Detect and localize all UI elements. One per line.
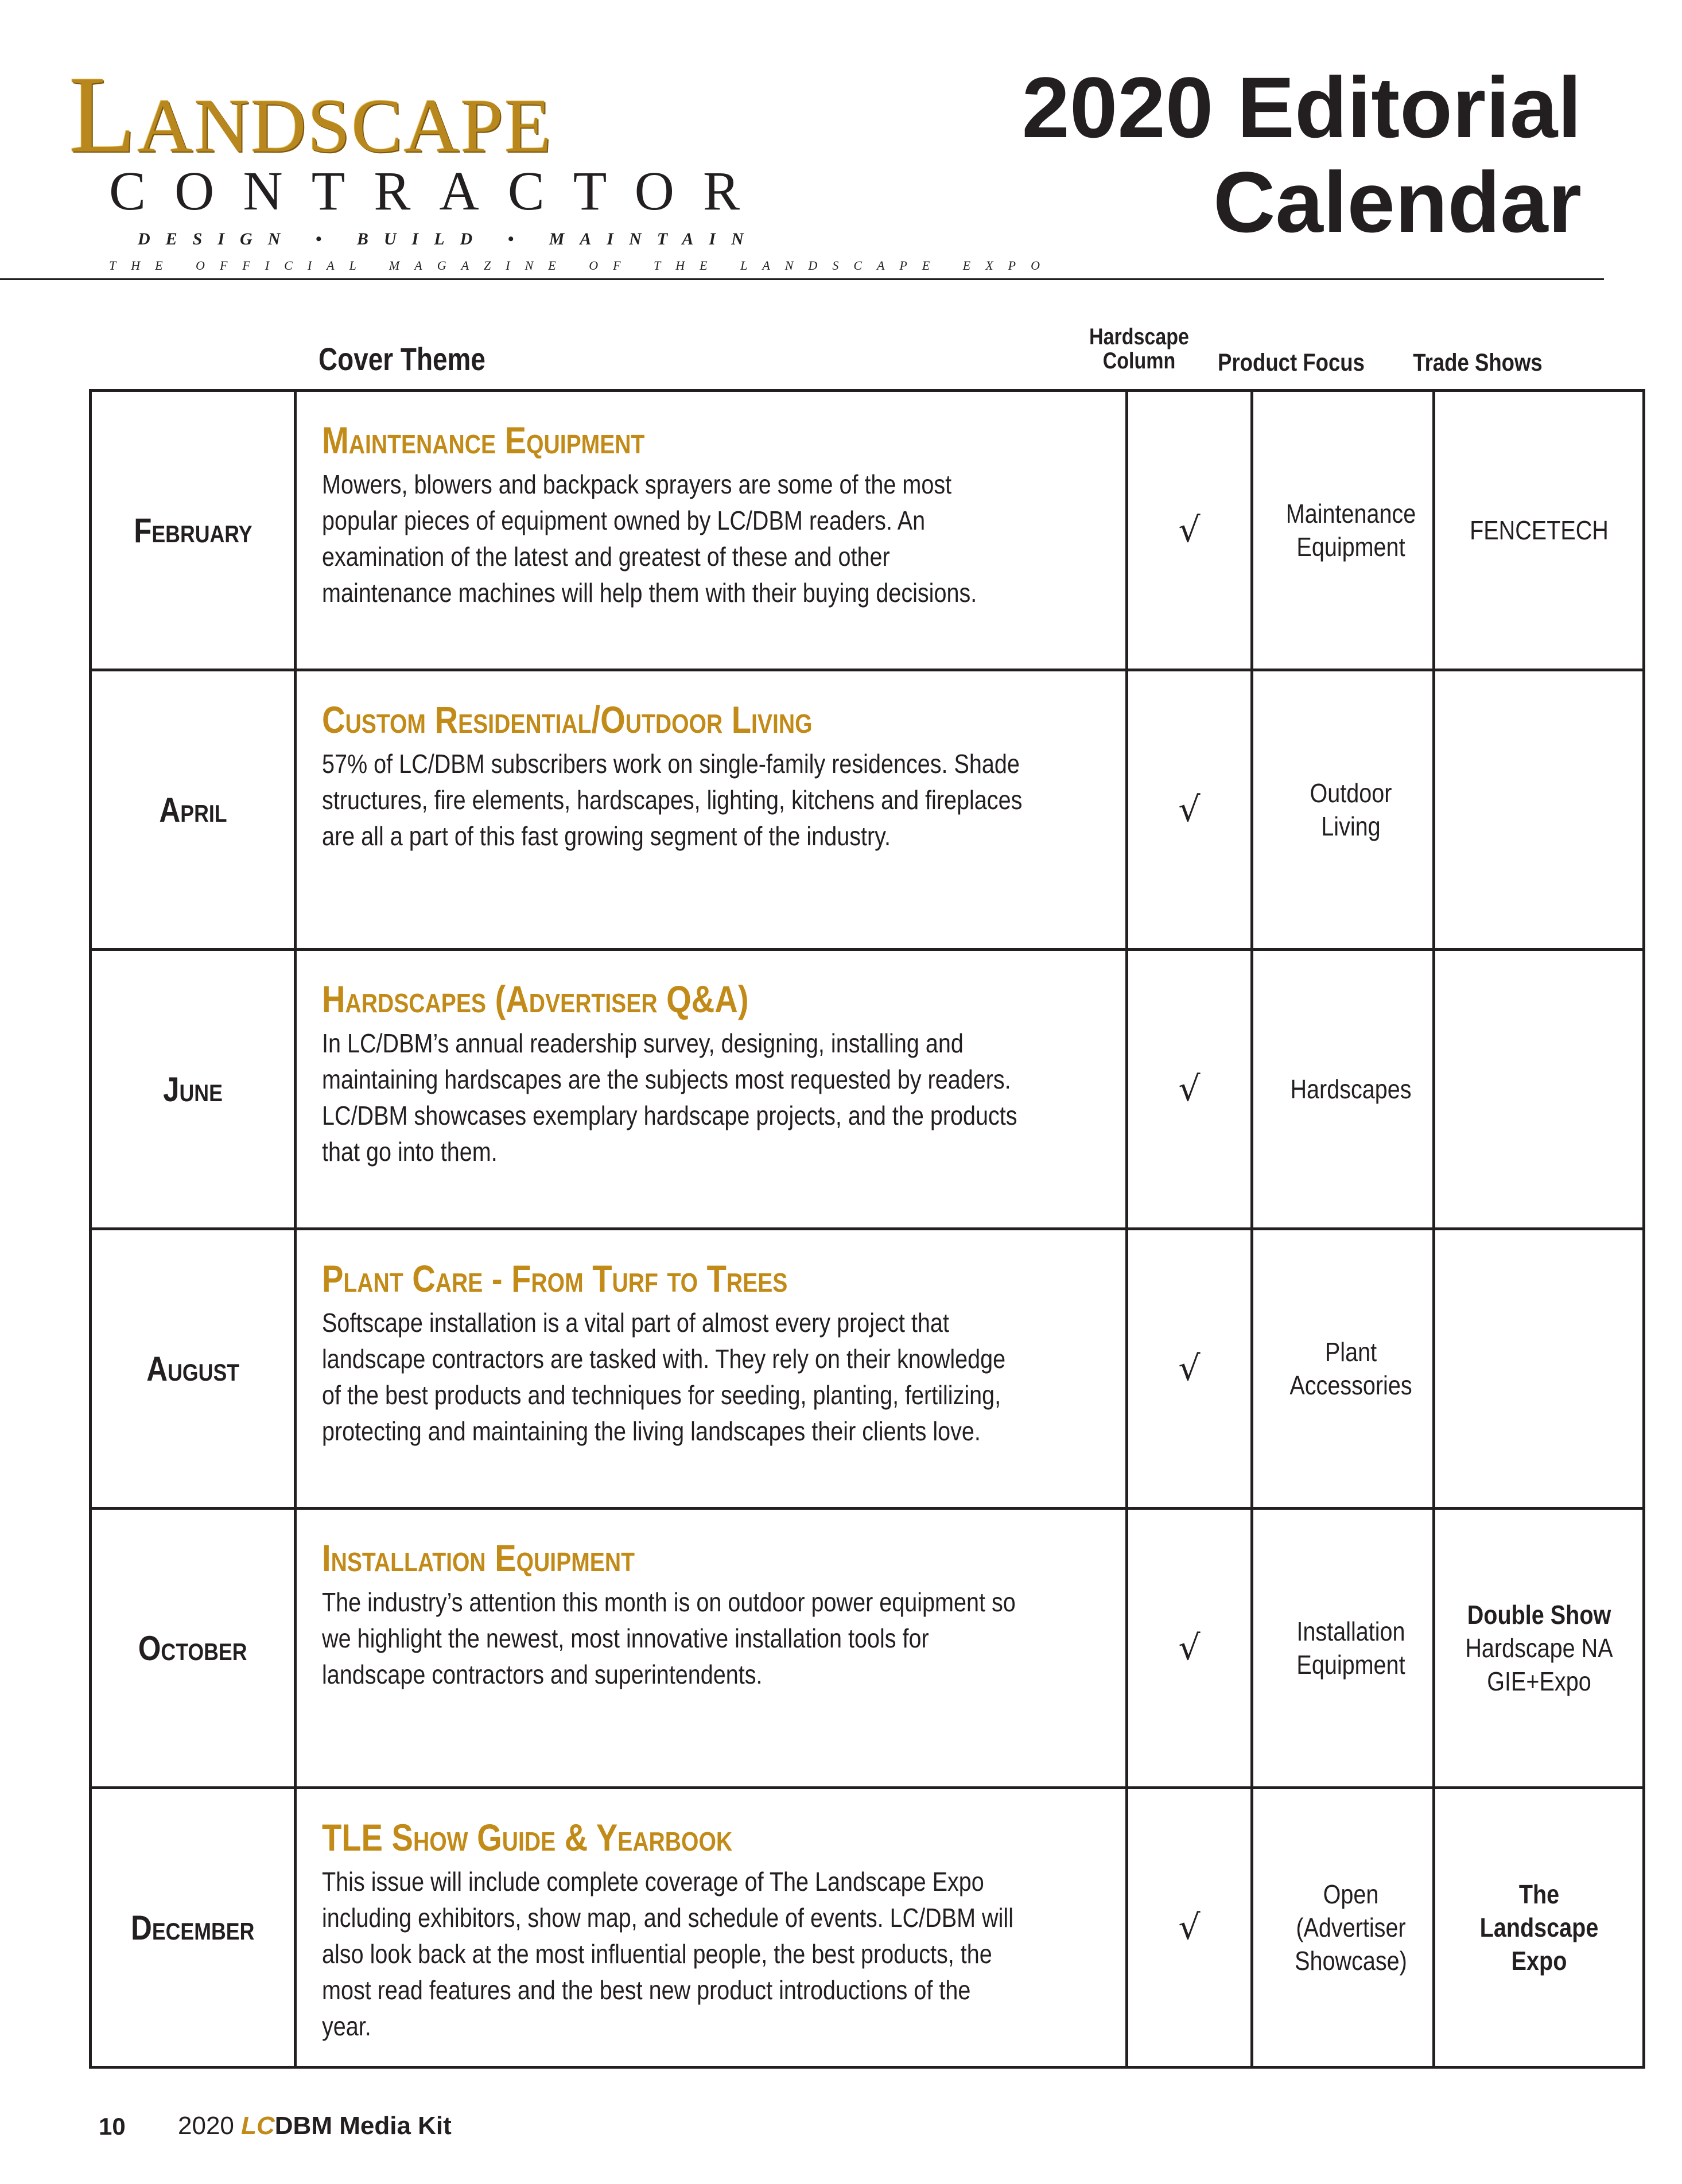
logo-tagline: DESIGN • BUILD • MAINTAIN: [138, 230, 759, 248]
trade-shows-cell: [1434, 670, 1644, 950]
logo-landscape-wordmark: Landscape: [69, 53, 553, 176]
product-focus-cell: [1252, 1229, 1434, 1509]
product-focus-line: Plant: [1324, 1337, 1377, 1367]
calendar-row: [91, 670, 1644, 950]
product-focus-cell: [1252, 1509, 1434, 1788]
hardscape-column-cell: [1127, 670, 1252, 950]
logo-contractor-wordmark: CONTRACTOR: [109, 160, 768, 221]
cover-theme-cell: [296, 1788, 1127, 2068]
cover-theme-cell: [296, 391, 1127, 670]
cover-theme-title: TLE Show Guide & Yearbook: [322, 1816, 733, 1859]
trade-shows-cell: [1434, 391, 1644, 670]
product-focus-line: Outdoor: [1310, 778, 1392, 808]
cover-theme-description: 57% of LC/DBM subscribers work on single-family residences. Shade structures, fire elements, hardscapes, lighting, kitchens and fireplaces are all a part of this fast growing segment of the industry.: [322, 749, 1023, 851]
product-focus-cell: [1252, 670, 1434, 950]
cover-theme-title: Installation Equipment: [322, 1537, 635, 1579]
trade-show-line: Double Show: [1467, 1600, 1611, 1630]
month-label: April: [158, 790, 227, 829]
cover-theme-title: Maintenance Equipment: [322, 419, 645, 461]
cover-theme-description: The industry’s attention this month is on outdoor power equipment so we highlight the newest, most innovative installation tools for landscape contractors and superintendents.: [322, 1587, 1016, 1689]
cover-theme-title: Custom Residential/Outdoor Living: [322, 698, 813, 741]
column-header-trade-shows: Trade Shows: [1413, 349, 1543, 376]
footer-year: 2020: [178, 2112, 234, 2140]
trade-shows-text: [1455, 1878, 1622, 1977]
product-focus-line: Open: [1323, 1879, 1379, 1909]
checkmark-icon: √: [1178, 510, 1201, 550]
month-cell: [91, 950, 296, 1229]
product-focus-cell: [1252, 1788, 1434, 2068]
product-focus-text: [1267, 1072, 1435, 1106]
month-cell: [91, 391, 296, 670]
product-focus-line: Equipment: [1296, 532, 1405, 562]
cover-theme-cell: [296, 1509, 1127, 1788]
checkmark-icon: √: [1178, 790, 1201, 830]
cover-theme-cell: [296, 670, 1127, 950]
editorial-calendar-table: [89, 389, 1645, 2069]
cover-theme-cell: [296, 1229, 1127, 1509]
header-divider: [0, 278, 1604, 280]
product-focus-line: Equipment: [1296, 1650, 1405, 1680]
product-focus-line: Showcase): [1295, 1946, 1407, 1976]
month-label: February: [133, 511, 253, 550]
product-focus-line: Accessories: [1289, 1370, 1412, 1400]
column-header-product-focus: Product Focus: [1218, 349, 1365, 376]
trade-shows-cell: [1434, 1509, 1644, 1788]
month-label: October: [138, 1629, 247, 1668]
column-header-hardscape-line1: Hardscape: [1089, 324, 1189, 349]
trade-shows-cell: [1434, 1788, 1644, 2068]
checkmark-icon: √: [1178, 1349, 1201, 1389]
product-focus-line: Living: [1321, 811, 1381, 841]
product-focus-cell: [1252, 950, 1434, 1229]
checkmark-icon: √: [1178, 1628, 1201, 1668]
hardscape-column-cell: [1127, 1509, 1252, 1788]
trade-shows-text: [1455, 514, 1622, 547]
product-focus-line: Installation: [1296, 1616, 1405, 1646]
trade-shows-cell: [1434, 1229, 1644, 1509]
month-cell: [91, 1229, 296, 1509]
month-label: June: [163, 1070, 223, 1109]
month-cell: [91, 670, 296, 950]
column-header-hardscape: [1081, 325, 1198, 373]
page-number: 10: [99, 2113, 126, 2140]
trade-show-line: Expo: [1511, 1946, 1567, 1976]
product-focus-text: [1267, 497, 1435, 564]
page-title-line2: Calendar: [1213, 154, 1582, 250]
hardscape-column-cell: [1127, 1788, 1252, 2068]
product-focus-line: (Advertiser: [1296, 1913, 1406, 1942]
page-title: [893, 60, 1582, 250]
calendar-row: [91, 1788, 1644, 2068]
month-cell: [91, 1509, 296, 1788]
checkmark-icon: √: [1178, 1069, 1201, 1109]
product-focus-line: Hardscapes: [1290, 1074, 1412, 1104]
cover-theme-description: In LC/DBM’s annual readership survey, designing, installing and maintaining hardscapes are the subjects most requested by readers. LC/DBM showcases exemplary hardscape projects, and the products that go into them.: [322, 1028, 1017, 1167]
cover-theme-description: Mowers, blowers and backpack sprayers are some of the most popular pieces of equipment owned by LC/DBM readers. An examination of the latest and greatest of these and other maintenance machines will help them with their buying decisions.: [322, 469, 977, 608]
trade-show-line: Landscape: [1479, 1913, 1598, 1942]
trade-show-line: GIE+Expo: [1486, 1666, 1591, 1696]
calendar-row: [91, 391, 1644, 670]
product-focus-text: [1267, 1615, 1435, 1681]
product-focus-text: [1267, 1878, 1435, 1977]
month-label: December: [131, 1908, 255, 1947]
logo-official-line: THE OFFICIAL MAGAZINE OF THE LANDSCAPE EXPO: [109, 258, 1055, 273]
product-focus-text: [1267, 776, 1435, 843]
checkmark-icon: √: [1178, 1907, 1201, 1948]
hardscape-column-cell: [1127, 391, 1252, 670]
page-title-line1: 2020 Editorial: [1021, 59, 1582, 156]
column-header-cover-theme: Cover Theme: [318, 341, 485, 377]
trade-show-line: Hardscape NA: [1465, 1633, 1613, 1663]
trade-shows-cell: [1434, 950, 1644, 1229]
footer-media-kit: [178, 2112, 452, 2140]
month-label: August: [146, 1349, 239, 1388]
footer-dbm: DBM: [274, 2112, 332, 2140]
cover-theme-description: Softscape installation is a vital part of almost every project that landscape contractors are tasked with. They rely on their knowledge of the best products and techniques for seeding, planting, fertilizing, protecting and maintaining the living landscapes their clients love.: [322, 1308, 1006, 1446]
cover-theme-cell: [296, 950, 1127, 1229]
month-cell: [91, 1788, 296, 2068]
product-focus-line: Maintenance: [1285, 499, 1416, 528]
trade-show-line: FENCETECH: [1469, 515, 1609, 545]
cover-theme-title: Plant Care - From Turf to Trees: [322, 1257, 788, 1300]
product-focus-cell: [1252, 391, 1434, 670]
cover-theme-description: This issue will include complete coverage of The Landscape Expo including exhibitors, show map, and schedule of events. LC/DBM will also look back at the most influential people, the best products, the most read features and the best new product introductions of the year.: [322, 1867, 1013, 2041]
column-header-hardscape-line2: Column: [1102, 348, 1176, 374]
hardscape-column-cell: [1127, 950, 1252, 1229]
product-focus-text: [1267, 1335, 1435, 1402]
cover-theme-title: Hardscapes (Advertiser Q&A): [322, 978, 749, 1020]
trade-show-line: The: [1518, 1879, 1559, 1909]
hardscape-column-cell: [1127, 1229, 1252, 1509]
calendar-row: [91, 1229, 1644, 1509]
calendar-row: [91, 1509, 1644, 1788]
footer-media-kit-label: Media Kit: [339, 2112, 452, 2140]
calendar-body: [91, 391, 1644, 2068]
trade-shows-text: [1455, 1598, 1622, 1698]
calendar-row: [91, 950, 1644, 1229]
magazine-logo: [69, 53, 1055, 273]
footer-lc: LC: [241, 2112, 275, 2140]
